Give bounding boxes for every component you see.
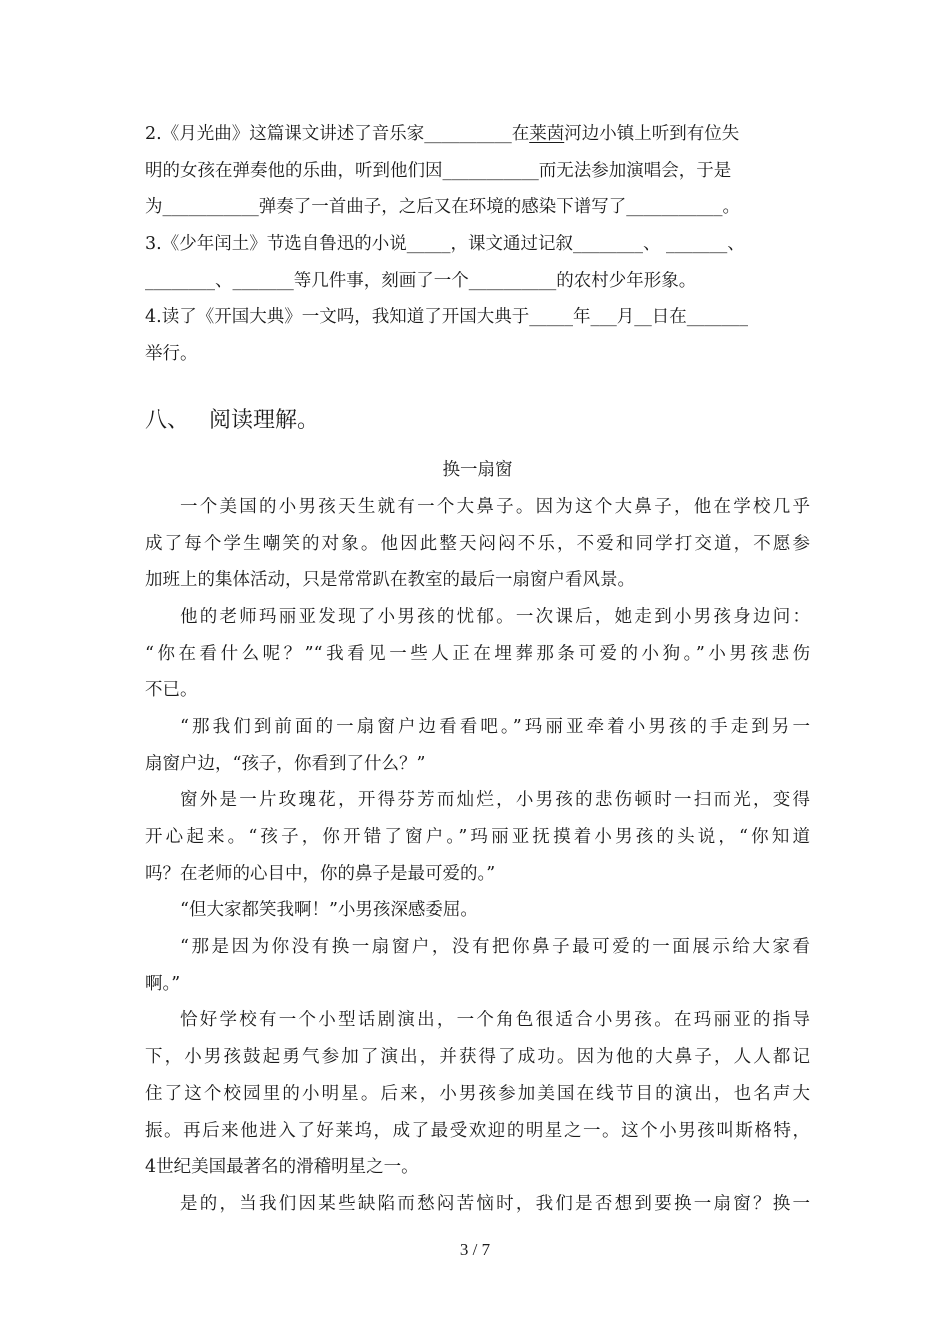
article-line: “那是因为你没有换一扇窗户，没有把你鼻子最可爱的一面展示给大家看 [180, 937, 810, 958]
article-line: 窗外是一片玫瑰花，开得芬芳而灿烂，小男孩的悲伤顿时一扫而光，变得 [180, 790, 810, 811]
article-line: 住了这个校园里的小明星。后来，小男孩参加美国在线节目的演出，也名声大 [145, 1083, 810, 1104]
article-line: 不已。 [145, 680, 198, 701]
article-line: 他的老师玛丽亚发现了小男孩的忧郁。一次课后，她走到小男孩身边问： [180, 606, 810, 627]
q2-line1-text-a: 2.《月光曲》这篇课文讲述了音乐家__________在 [145, 124, 530, 144]
q2-line3: 为___________弹奏了一首曲子，之后又在环境的感染下谱写了___________。 [145, 197, 740, 218]
article-line: 扇窗户边，“孩子，你看到了什么？” [145, 753, 426, 774]
q2-line1-text-b: 河边小镇上听到有位失 [564, 124, 740, 144]
article-line: “但大家都笑我啊！”小男孩深感委屈。 [180, 900, 478, 921]
article-line: 吗？在老师的心目中，你的鼻子是最可爱的。” [145, 863, 496, 884]
article-line: 啊。” [145, 973, 181, 994]
article-line: 恰好学校有一个小型话剧演出，一个角色很适合小男孩。在玛丽亚的指导 [180, 1010, 810, 1031]
q2-underlined-word: 莱茵 [529, 124, 565, 144]
section-number: 八、 [145, 407, 190, 433]
article-line: “那我们到前面的一扇窗户边看看吧。”玛丽亚牵着小男孩的手走到另一 [180, 716, 810, 737]
article-line: 下，小男孩鼓起勇气参加了演出，并获得了成功。因为他的大鼻子，人人都记 [145, 1047, 810, 1068]
article-body [145, 489, 810, 1223]
article-line: “你在看什么呢？”“我看见一些人正在埋葬那条可爱的小狗。”小男孩悲伤 [145, 643, 810, 664]
article-line: 成了每个学生嘲笑的对象。他因此整天闷闷不乐，不爱和同学打交道，不愿参 [145, 533, 810, 554]
article-line: 振。再后来他进入了好莱坞，成了最受欢迎的明星之一。这个小男孩叫斯格特， [145, 1120, 810, 1141]
page-number: 3 / 7 [459, 1240, 491, 1259]
article-line: 一个美国的小男孩天生就有一个大鼻子。因为这个大鼻子，他在学校几乎 [180, 496, 810, 517]
q3-line2: ________、_______等几件事，刻画了一个__________的农村少年形象。 [145, 270, 697, 291]
q2-line2: 明的女孩在弹奏他的乐曲，听到他们因___________而无法参加演唱会，于是 [145, 160, 732, 181]
article-title: 换一扇窗 [442, 459, 513, 480]
article-line: 加班上的集体活动，只是常常趴在教室的最后一扇窗户看风景。 [145, 570, 635, 591]
article-line: 是的，当我们因某些缺陷而愁闷苦恼时，我们是否想到要换一扇窗？换一 [180, 1193, 810, 1214]
q4-line2: 举行。 [145, 344, 198, 365]
spacer [145, 373, 810, 391]
question-2 [145, 116, 810, 153]
section-title: 阅读理解。 [209, 407, 320, 433]
article-line: 4世纪美国最著名的滑稽明星之一。 [145, 1157, 419, 1178]
question-4: 4.读了《开国大典》一文吗，我知道了开国大典于_____年___月__日在_______ [145, 307, 748, 328]
page-content [145, 116, 810, 1223]
section-heading [145, 391, 810, 451]
article-line: 开心起来。“孩子，你开错了窗户。”玛丽亚抚摸着小男孩的头说，“你知道 [145, 827, 810, 847]
question-3: 3.《少年闰土》节选自鲁迅的小说_____，课文通过记叙________、 _______、 [145, 234, 745, 255]
